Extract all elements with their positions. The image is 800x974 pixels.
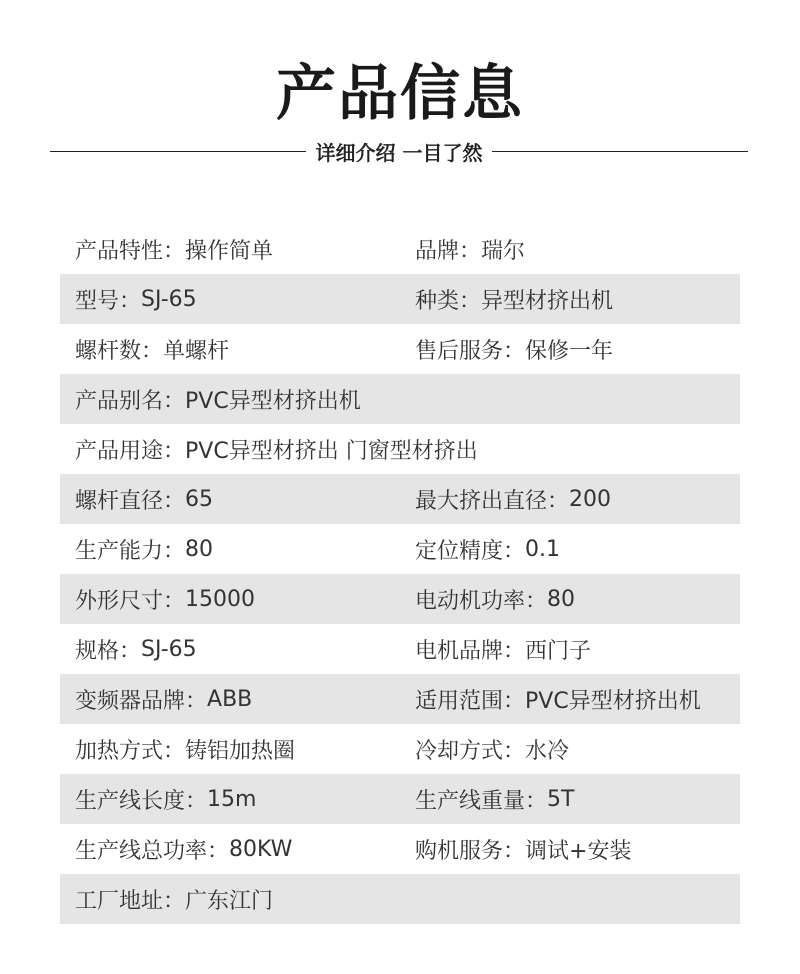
spec-value: SJ-65 [141, 636, 197, 662]
spec-label: 螺杆数 [75, 338, 142, 364]
spec-separator: ： [503, 538, 526, 564]
spec-value: PVC异型材挤出 门窗型材挤出 [185, 438, 478, 464]
spec-label: 售后服务 [415, 338, 504, 364]
spec-value: 65 [185, 486, 214, 512]
spec-separator: ： [547, 488, 570, 514]
spec-cell [60, 434, 740, 465]
spec-label: 电机品牌 [415, 638, 504, 664]
divider-right [492, 151, 748, 152]
spec-cell [60, 484, 400, 515]
spec-label: 生产线重量 [415, 788, 526, 814]
page-title: 产品信息 [276, 59, 524, 129]
spec-separator: ： [185, 688, 208, 714]
spec-value: PVC异型材挤出机 [185, 388, 361, 414]
spec-separator: ： [163, 388, 186, 414]
spec-separator: ： [459, 238, 482, 264]
spec-value: 瑞尔 [481, 238, 526, 264]
spec-label: 螺杆直径 [75, 488, 164, 514]
spec-cell [60, 684, 400, 715]
spec-label: 种类 [415, 288, 460, 314]
page-subtitle: 详细介绍 一目了然 [315, 140, 483, 165]
spec-cell [60, 234, 400, 265]
spec-value: PVC异型材挤出机 [525, 688, 701, 714]
spec-row [60, 524, 740, 574]
spec-value: 保修一年 [525, 338, 614, 364]
subtitle-row [50, 136, 748, 166]
spec-value: 铸铝加热圈 [185, 738, 296, 764]
spec-separator: ： [119, 638, 142, 664]
spec-row [60, 324, 740, 374]
spec-cell [400, 584, 740, 615]
spec-row [60, 774, 740, 824]
spec-separator: ： [503, 638, 526, 664]
spec-cell [400, 784, 740, 815]
spec-separator: ： [503, 838, 526, 864]
spec-cell [60, 784, 400, 815]
spec-cell [60, 734, 400, 765]
spec-label: 最大挤出直径 [415, 488, 548, 514]
spec-cell [60, 334, 400, 365]
spec-value: 5T [547, 786, 575, 812]
spec-row [60, 824, 740, 874]
spec-separator: ： [163, 588, 186, 614]
spec-separator: ： [163, 488, 186, 514]
spec-value: 80KW [229, 836, 293, 862]
spec-separator: ： [119, 288, 142, 314]
spec-separator: ： [503, 688, 526, 714]
spec-cell [400, 634, 740, 665]
spec-cell [400, 534, 740, 565]
spec-cell [60, 584, 400, 615]
spec-separator: ： [503, 338, 526, 364]
spec-cell [400, 234, 740, 265]
spec-label: 型号 [75, 288, 120, 314]
divider-left [50, 151, 306, 152]
spec-value: 异型材挤出机 [481, 288, 614, 314]
spec-row [60, 424, 740, 474]
spec-cell [60, 834, 400, 865]
spec-value: 水冷 [525, 738, 570, 764]
spec-cell [60, 884, 740, 915]
spec-label: 规格 [75, 638, 120, 664]
spec-value: 0.1 [525, 536, 561, 562]
spec-cell [400, 484, 740, 515]
spec-separator: ： [525, 588, 548, 614]
spec-value: 80 [547, 586, 576, 612]
spec-cell [60, 634, 400, 665]
spec-value: ABB [207, 686, 253, 712]
spec-label: 购机服务 [415, 838, 504, 864]
spec-label: 品牌 [415, 238, 460, 264]
spec-label: 产品用途 [75, 438, 164, 464]
spec-separator: ： [525, 788, 548, 814]
spec-row [60, 574, 740, 624]
spec-value: 单螺杆 [163, 338, 230, 364]
spec-value: 80 [185, 536, 214, 562]
spec-label: 外形尺寸 [75, 588, 164, 614]
spec-label: 工厂地址 [75, 888, 164, 914]
spec-label: 产品别名 [75, 388, 164, 414]
spec-separator: ： [163, 438, 186, 464]
spec-value: 广东江门 [185, 888, 274, 914]
spec-row [60, 624, 740, 674]
spec-label: 生产线长度 [75, 788, 186, 814]
spec-cell [60, 384, 740, 415]
spec-row [60, 474, 740, 524]
spec-separator: ： [459, 288, 482, 314]
spec-separator: ： [163, 538, 186, 564]
spec-separator: ： [503, 738, 526, 764]
spec-value: 15000 [185, 586, 256, 612]
spec-cell [60, 534, 400, 565]
spec-value: 200 [569, 486, 612, 512]
spec-row [60, 374, 740, 424]
spec-separator: ： [207, 838, 230, 864]
spec-separator: ： [163, 238, 186, 264]
spec-label: 加热方式 [75, 738, 164, 764]
spec-row [60, 724, 740, 774]
spec-row [60, 874, 740, 924]
spec-row [60, 674, 740, 724]
spec-value: 15m [207, 786, 257, 812]
spec-label: 冷却方式 [415, 738, 504, 764]
spec-label: 生产线总功率 [75, 838, 208, 864]
spec-label: 生产能力 [75, 538, 164, 564]
spec-separator: ： [163, 738, 186, 764]
spec-value: SJ-65 [141, 286, 197, 312]
spec-value: 调试+安装 [525, 838, 632, 864]
spec-label: 适用范围 [415, 688, 504, 714]
spec-cell [400, 334, 740, 365]
spec-separator: ： [163, 888, 186, 914]
spec-value: 操作简单 [185, 238, 274, 264]
spec-row [60, 274, 740, 324]
spec-value: 西门子 [525, 638, 592, 664]
spec-label: 电动机功率 [415, 588, 526, 614]
spec-cell [400, 734, 740, 765]
spec-cell [400, 834, 740, 865]
spec-table [60, 224, 740, 924]
spec-cell [400, 284, 740, 315]
spec-label: 产品特性 [75, 238, 164, 264]
spec-separator: ： [141, 338, 164, 364]
spec-cell [400, 684, 740, 715]
spec-row [60, 224, 740, 274]
spec-separator: ： [185, 788, 208, 814]
spec-label: 变频器品牌 [75, 688, 186, 714]
spec-cell [60, 284, 400, 315]
spec-label: 定位精度 [415, 538, 504, 564]
